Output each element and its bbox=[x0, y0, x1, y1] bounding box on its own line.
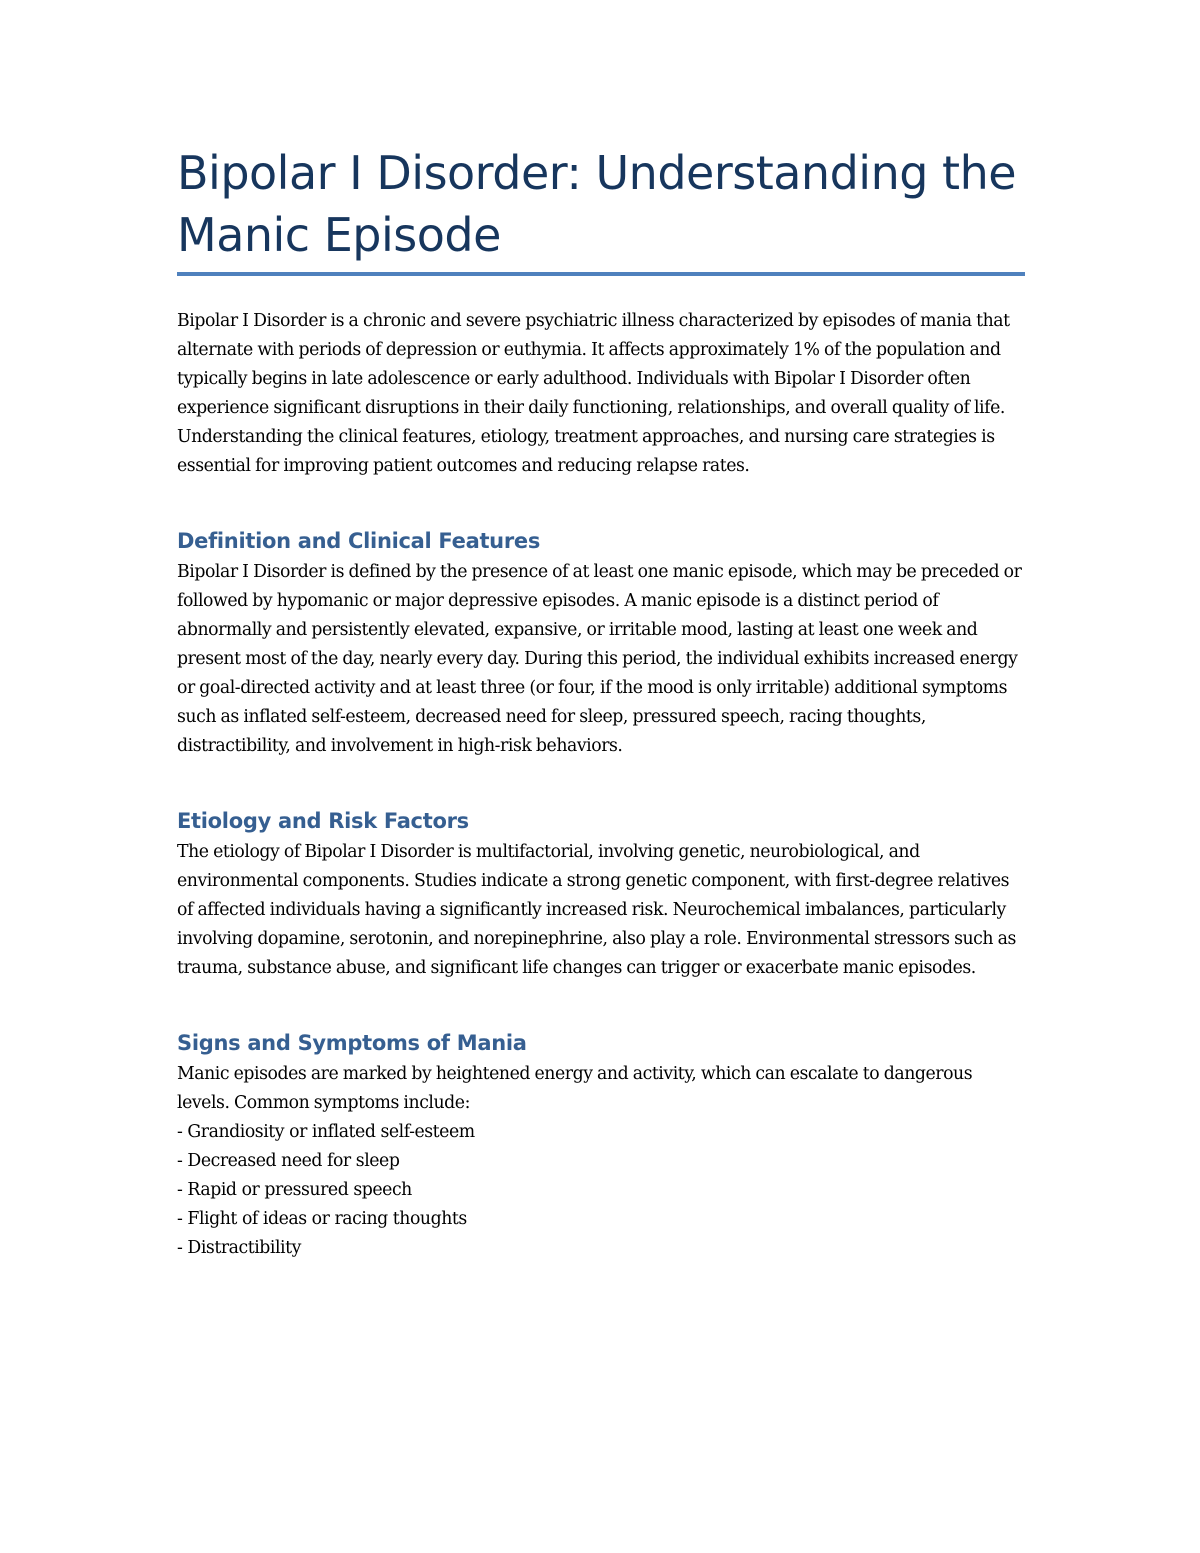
title-underline-rule bbox=[177, 272, 1025, 276]
intro-paragraph: Bipolar I Disorder is a chronic and severe psychiatric illness characterized by episodes of mania that alternate with periods of depression or euthymia. It affects approximately 1% of the population and typically begins in late adolescence or early adulthood. Individuals with Bipolar I Disorder often experience significant disruptions in their daily functioning, relationships, and overall quality of life. Understanding the clinical features, etiology, treatment approaches, and nursing care strategies is essential for improving patient outcomes and reducing relapse rates. bbox=[177, 311, 1010, 476]
section-paragraph: Bipolar I Disorder is defined by the presence of at least one manic episode, which may be preceded or followed by hypomanic or major depressive episodes. A manic episode is a distinct period of abnormally and persistently elevated, expansive, or irritable mood, lasting at least one week and present most of the day, nearly every day. During this period, the individual exhibits increased energy or goal-directed activity and at least three (or four, if the mood is only irritable) additional symptoms such as inflated self-esteem, decreased need for sleep, pressured speech, racing thoughts, distractibility, and involvement in high-risk behaviors. bbox=[177, 562, 1022, 756]
list-item: - Decreased need for sleep bbox=[177, 1151, 400, 1171]
symptom-list bbox=[177, 1118, 1025, 1263]
list-item: - Rapid or pressured speech bbox=[177, 1180, 412, 1200]
section-paragraph: Manic episodes are marked by heightened energy and activity, which can escalate to dangerous levels. Common symptoms include: bbox=[177, 1064, 973, 1113]
section-heading: Signs and Symptoms of Mania bbox=[177, 1031, 527, 1055]
intro-section bbox=[177, 307, 1025, 481]
document-content bbox=[177, 142, 1025, 1263]
section-symptoms bbox=[177, 1027, 1025, 1263]
list-item: - Distractibility bbox=[177, 1238, 301, 1258]
section-heading: Definition and Clinical Features bbox=[177, 529, 541, 553]
list-item: - Flight of ideas or racing thoughts bbox=[177, 1209, 467, 1229]
document-title: Bipolar I Disorder: Understanding the Manic Episode bbox=[177, 146, 1017, 262]
section-heading: Etiology and Risk Factors bbox=[177, 809, 469, 833]
section-etiology bbox=[177, 805, 1025, 983]
section-paragraph: The etiology of Bipolar I Disorder is multifactorial, involving genetic, neurobiological, and environmental components. Studies indicate a strong genetic component, with first-degree relatives of affected individuals having a significantly increased risk. Neurochemical imbalances, particularly involving dopamine, serotonin, and norepinephrine, also play a role. Environmental stressors such as trauma, substance abuse, and significant life changes can trigger or exacerbate manic episodes. bbox=[177, 842, 1016, 978]
section-definition bbox=[177, 525, 1025, 761]
list-item: - Grandiosity or inflated self-esteem bbox=[177, 1122, 475, 1142]
